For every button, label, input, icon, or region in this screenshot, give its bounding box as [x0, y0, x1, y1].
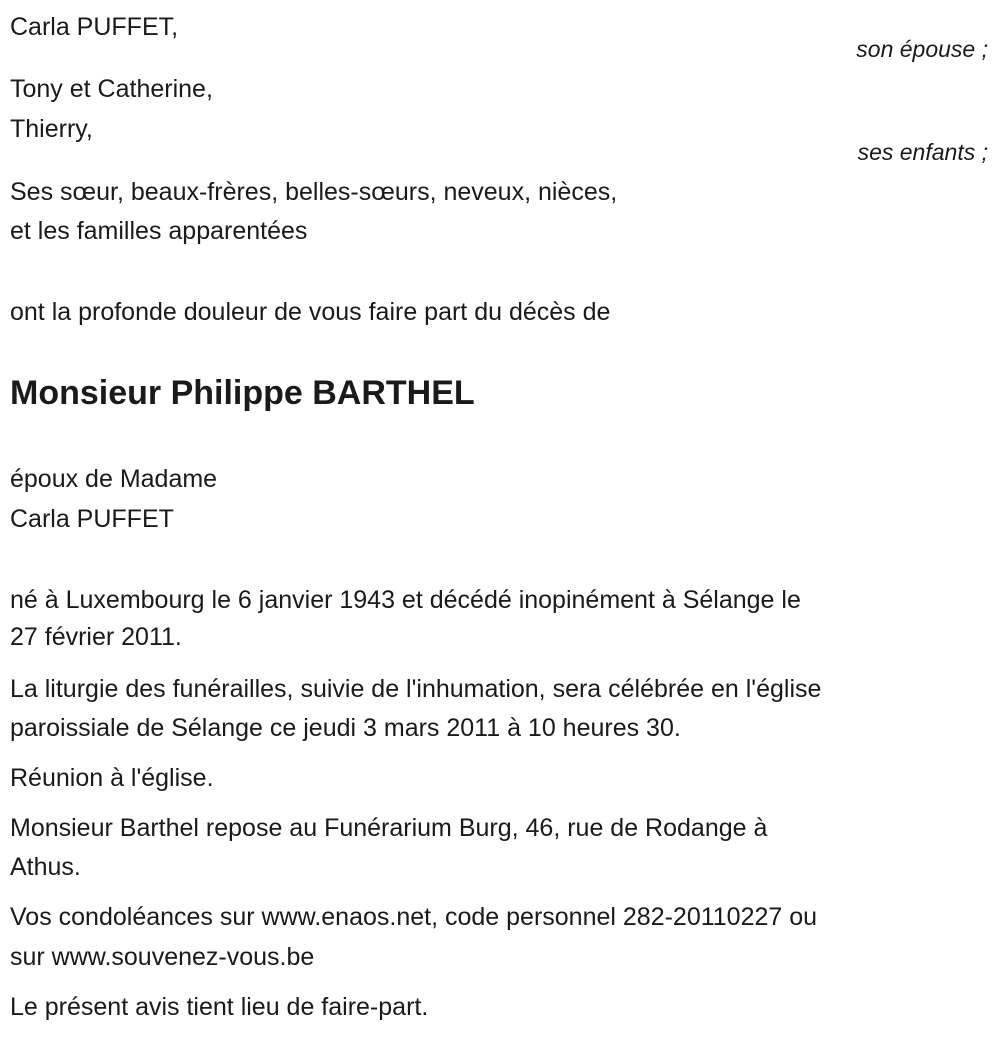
condolences-line: sur www.souvenez-vous.be [10, 943, 315, 971]
funerarium-line: Athus. [10, 853, 81, 881]
spouse-role: son épouse ; [856, 36, 988, 62]
spouse-of-line: Carla PUFFET [10, 505, 174, 533]
funerarium-line: Monsieur Barthel repose au Funérarium Burg, 46, rue de Rodange à [10, 814, 768, 842]
children-role: ses enfants ; [857, 139, 988, 165]
child-name: Thierry, [10, 115, 93, 143]
birth-death-line: 27 février 2011. [10, 623, 182, 651]
meeting-line: Réunion à l'église. [10, 764, 214, 792]
birth-death-line: né à Luxembourg le 6 janvier 1943 et décédé inopinément à Sélange le [10, 586, 801, 614]
closing-line: Le présent avis tient lieu de faire-part. [10, 993, 429, 1021]
relatives-line: Ses sœur, beaux-frères, belles-sœurs, neveux, nièces, [10, 178, 618, 206]
announcement-text: ont la profonde douleur de vous faire part du décès de [10, 298, 611, 326]
spouse-name: Carla PUFFET, [10, 13, 179, 41]
spouse-of-line: époux de Madame [10, 465, 218, 493]
funeral-line: paroissiale de Sélange ce jeudi 3 mars 2011 à 10 heures 30. [10, 714, 681, 742]
child-name: Tony et Catherine, [10, 75, 213, 103]
deceased-name: Monsieur Philippe BARTHEL [10, 374, 475, 412]
funeral-line: La liturgie des funérailles, suivie de l'inhumation, sera célébrée en l'église [10, 675, 822, 703]
condolences-line: Vos condoléances sur www.enaos.net, code personnel 282-20110227 ou [10, 903, 818, 931]
relatives-line: et les familles apparentées [10, 217, 308, 245]
